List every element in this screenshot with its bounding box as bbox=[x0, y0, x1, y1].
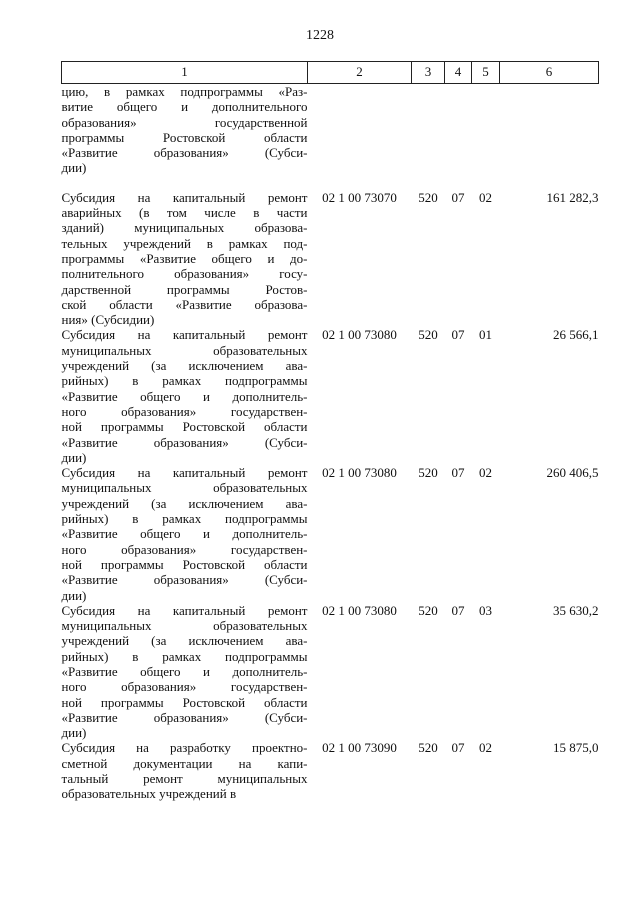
row-section: 07 bbox=[451, 327, 465, 343]
description-line: «Развитие общего и дополнитель- bbox=[61, 663, 308, 679]
description-line: программы «Развитие общего и до- bbox=[61, 250, 308, 266]
row-section: 07 bbox=[451, 602, 465, 618]
description-line: «Развитие образования» (Субси- bbox=[61, 572, 308, 588]
description-line: «Развитие общего и дополнитель- bbox=[61, 526, 308, 542]
description-line: рийных) в рамках подпрограммы bbox=[61, 648, 308, 664]
description-line: зданий) муниципальных образова- bbox=[61, 220, 308, 236]
row-expense-type: 520 bbox=[418, 602, 438, 618]
row-expense-type bbox=[412, 84, 445, 190]
row-target-code: 02 1 00 73080 bbox=[322, 602, 397, 618]
description-line: дии) bbox=[61, 449, 87, 465]
row-subsection: 02 bbox=[479, 465, 492, 481]
header-col-6: 6 bbox=[500, 62, 599, 84]
row-amount: 260 406,5 bbox=[546, 465, 599, 481]
description-line: «Развитие образования» (Субси- bbox=[61, 145, 308, 161]
description-line: «Развитие образования» (Субси- bbox=[61, 709, 308, 725]
description-line: ной программы Ростовской области bbox=[61, 556, 308, 572]
row-subsection: 02 bbox=[479, 189, 492, 205]
row-section: 07 bbox=[451, 189, 465, 205]
description-line: ной программы Ростовской области bbox=[61, 419, 308, 435]
row-subsection: 02 bbox=[479, 740, 492, 756]
table-row bbox=[62, 465, 599, 603]
row-subsection: 03 bbox=[479, 602, 492, 618]
description-line: программы Ростовской области bbox=[61, 129, 308, 145]
description-line: Субсидия на капитальный ремонт bbox=[61, 465, 308, 481]
description-line: «Развитие общего и дополнитель- bbox=[61, 388, 308, 404]
row-target-code: 02 1 00 73090 bbox=[322, 740, 397, 756]
description-line: муниципальных образовательных bbox=[61, 480, 308, 496]
description-line: сметной документации на капи- bbox=[61, 755, 308, 771]
table-row bbox=[62, 84, 599, 190]
description-line: «Развитие образования» (Субси- bbox=[61, 434, 308, 450]
row-description bbox=[62, 190, 308, 328]
row-subsection: 01 bbox=[479, 327, 492, 343]
description-line: рийных) в рамках подпрограммы bbox=[61, 511, 308, 527]
row-target-code bbox=[308, 84, 412, 190]
description-line: образовательных учреждений в bbox=[61, 786, 237, 802]
description-line: тальный ремонт муниципальных bbox=[61, 771, 308, 787]
description-line: ного образования» государствен- bbox=[61, 679, 308, 695]
page-number: 1228 bbox=[306, 28, 334, 43]
row-amount bbox=[500, 84, 599, 190]
description-line: Субсидия на капитальный ремонт bbox=[61, 327, 308, 343]
row-description bbox=[62, 740, 308, 801]
header-row bbox=[62, 62, 599, 84]
description-line: дии) bbox=[61, 587, 87, 603]
description-line: ской области «Развитие образова- bbox=[61, 296, 308, 312]
table-row bbox=[62, 190, 599, 328]
row-section: 07 bbox=[451, 740, 465, 756]
description-line: аварийных (в том числе в части bbox=[61, 205, 308, 221]
description-line: тельных учреждений в рамках под- bbox=[61, 235, 308, 251]
table-row bbox=[62, 740, 599, 801]
description-line: дии) bbox=[61, 725, 87, 741]
header-col-4: 4 bbox=[445, 62, 472, 84]
row-expense-type: 520 bbox=[418, 465, 438, 481]
budget-table bbox=[61, 61, 599, 802]
description-line: витие общего и дополнительного bbox=[61, 99, 308, 115]
row-amount: 35 630,2 bbox=[553, 602, 599, 618]
header-col-5: 5 bbox=[472, 62, 500, 84]
row-description bbox=[62, 84, 308, 190]
description-line: дарственной программы Ростов- bbox=[61, 281, 308, 297]
table-row bbox=[62, 603, 599, 741]
description-line: учреждений (за исключением ава- bbox=[61, 633, 308, 649]
description-line: дии) bbox=[61, 160, 87, 176]
description-line: ного образования» государствен- bbox=[61, 541, 308, 557]
description-line: Субсидия на разработку проектно- bbox=[61, 740, 308, 756]
table-row bbox=[62, 327, 599, 465]
description-line: ной программы Ростовской области bbox=[61, 694, 308, 710]
header-col-2: 2 bbox=[308, 62, 412, 84]
description-line: муниципальных образовательных bbox=[61, 342, 308, 358]
description-line: образования» государственной bbox=[61, 114, 308, 130]
description-line: учреждений (за исключением ава- bbox=[61, 495, 308, 511]
row-description bbox=[62, 603, 308, 741]
row-amount: 15 875,0 bbox=[553, 740, 599, 756]
row-expense-type: 520 bbox=[418, 189, 438, 205]
description-line: ного образования» государствен- bbox=[61, 403, 308, 419]
row-description bbox=[62, 465, 308, 603]
row-section: 07 bbox=[451, 465, 465, 481]
description-line: Субсидия на капитальный ремонт bbox=[61, 189, 308, 205]
table-body bbox=[62, 84, 599, 802]
header-col-1: 1 bbox=[62, 62, 308, 84]
row-subsection bbox=[472, 84, 500, 190]
description-line: полнительного образования» госу- bbox=[61, 266, 308, 282]
row-target-code: 02 1 00 73070 bbox=[322, 189, 397, 205]
row-description bbox=[62, 327, 308, 465]
header-col-3: 3 bbox=[412, 62, 445, 84]
description-line: Субсидия на капитальный ремонт bbox=[61, 602, 308, 618]
description-line: учреждений (за исключением ава- bbox=[61, 358, 308, 374]
description-line: рийных) в рамках подпрограммы bbox=[61, 373, 308, 389]
row-expense-type: 520 bbox=[418, 327, 438, 343]
row-amount: 161 282,3 bbox=[546, 189, 599, 205]
row-target-code: 02 1 00 73080 bbox=[322, 327, 397, 343]
row-section bbox=[445, 84, 472, 190]
description-line: муниципальных образовательных bbox=[61, 618, 308, 634]
row-target-code: 02 1 00 73080 bbox=[322, 465, 397, 481]
description-line: цию, в рамках подпрограммы «Раз- bbox=[61, 84, 308, 99]
row-expense-type: 520 bbox=[418, 740, 438, 756]
description-line: ния» (Субсидии) bbox=[61, 312, 155, 328]
row-amount: 26 566,1 bbox=[553, 327, 599, 343]
